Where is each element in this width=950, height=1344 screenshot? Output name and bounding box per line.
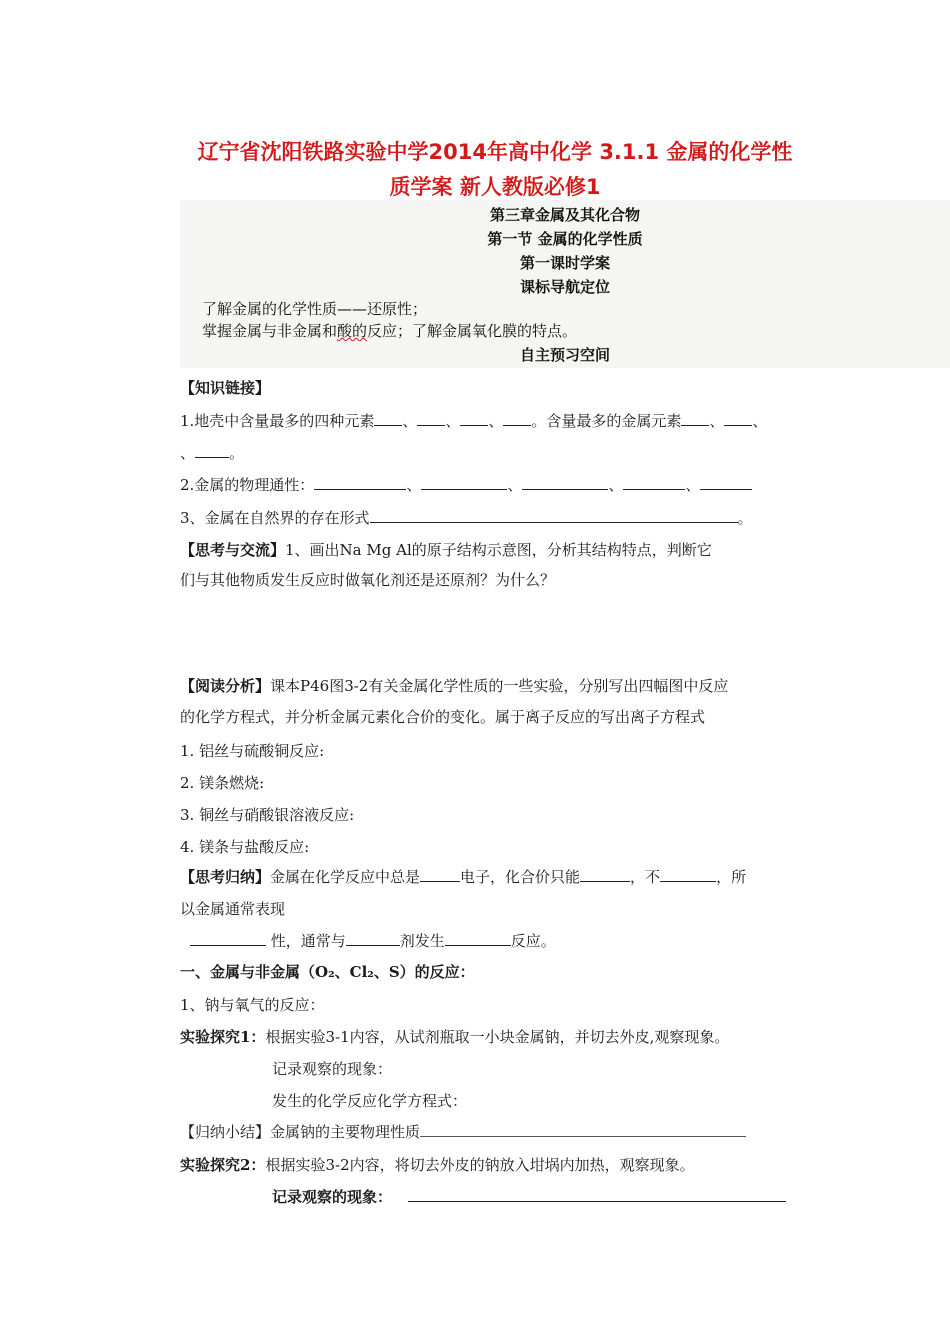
guide-heading: 课标导航定位 [519, 278, 610, 296]
document-title-line-1: 辽宁省沈阳铁路实验中学2014年高中化学 3.1.1 金属的化学性 [197, 140, 793, 164]
section-heading: 第一节 金属的化学性质 [487, 230, 643, 248]
think-exchange-cont: 们与其他物质发生反应时做氧化剂还是还原剂？为什么？ [180, 571, 556, 589]
section-1-sub-1: 1、钠与氧气的反应： [180, 996, 325, 1014]
conclusion: 【归纳小结】金属钠的主要物理性质 [180, 1122, 746, 1142]
chemical-equation: 发生的化学反应化学方程式： [272, 1092, 468, 1110]
summary-line-2: 以金属通常表现 [180, 900, 286, 918]
record-observation-2: 记录观察的现象： [272, 1187, 786, 1207]
knowledge-heading: 【知识链接】 [180, 379, 271, 397]
question-1: 1.地壳中含量最多的四种元素 、 、 、 。含量最多的金属元素 、 、 [180, 412, 768, 430]
chapter-heading: 第三章金属及其化合物 [489, 206, 640, 224]
reading-item-3: 3. 铜丝与硝酸银溶液反应: [180, 806, 355, 824]
learning-goal-1: 了解金属的化学性质——还原性； [202, 300, 428, 318]
question-2: 2.金属的物理通性： 、 、 、 、 [180, 475, 752, 495]
preview-heading: 自主预习空间 [519, 346, 610, 364]
scanned-header-image [180, 200, 950, 368]
record-observation: 记录观察的现象： [272, 1060, 393, 1078]
experiment-2: 实验探究2：根据实验3-2内容，将切去外皮的钠放入坩埚内加热，观察现象。 [180, 1156, 695, 1174]
reading-item-4: 4. 镁条与盐酸反应: [180, 838, 310, 856]
reading-item-2: 2. 镁条燃烧: [180, 774, 265, 792]
document-title-line-2: 质学案 新人教版必修1 [389, 175, 601, 199]
lesson-heading: 第一课时学案 [519, 254, 610, 272]
summary-line-3: 性，通常与 剂发生 反应。 [180, 931, 556, 951]
question-1-cont: 、 。 [180, 444, 245, 462]
reading-item-1: 1. 铝丝与硫酸铜反应: [180, 742, 325, 760]
reading-analysis: 【阅读分析】课本P46图3-2有关金属化学性质的一些实验，分别写出四幅图中反应 [180, 677, 729, 695]
experiment-1: 实验探究1：根据实验3-1内容，从试剂瓶取一小块金属钠，并切去外皮,观察现象。 [180, 1028, 730, 1046]
think-exchange: 【思考与交流】1、画出Na Mg Al的原子结构示意图，分析其结构特点，判断它 [180, 541, 712, 559]
learning-goal-2: 掌握金属与非金属和酸的反应；了解金属氧化膜的特点。 [202, 322, 578, 340]
section-1-heading: 一、金属与非金属（O₂、Cl₂、S）的反应： [180, 963, 475, 981]
summary-line-1: 【思考归纳】金属在化学反应中总是 电子，化合价只能 ，不 ，所 [180, 868, 747, 886]
reading-analysis-cont: 的化学方程式，并分析金属元素化合价的变化。属于离子反应的写出离子方程式 [180, 708, 706, 726]
question-3: 3、金属在自然界的存在形式 。 [180, 509, 753, 527]
